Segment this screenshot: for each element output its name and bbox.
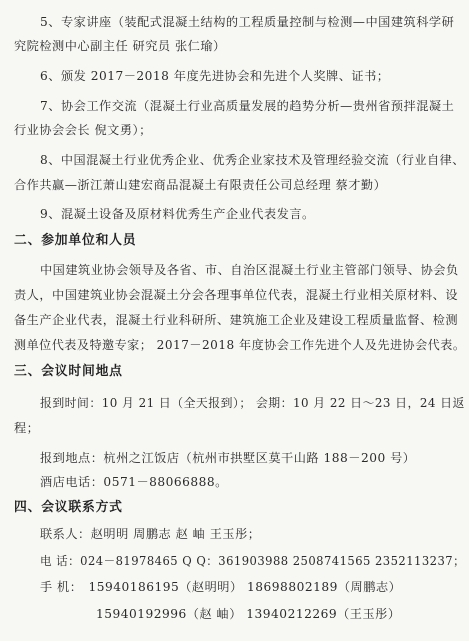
report-place: 报到地点：杭州之江饭店（杭州市拱墅区莫干山路 188－200 号） bbox=[40, 451, 416, 465]
item-5-line-2: 究院检测中心副主任 研究员 张仁瑜） bbox=[14, 39, 226, 53]
item-8-line-2: 合作共赢—浙江萧山建宏商品混凝土有限责任公司总经理 蔡才勤） bbox=[14, 178, 387, 192]
contact-persons: 联系人：赵明明 周鹏志 赵 岫 王玉彤； bbox=[40, 527, 261, 541]
item-8-line-1: 8、中国混凝土行业优秀企业、优秀企业家技术及管理经验交流（行业自律、 bbox=[40, 153, 465, 167]
mobile-row-1 bbox=[40, 579, 401, 595]
phone-label: 电 话： bbox=[40, 554, 81, 568]
report-time-line-1: 报到时间：10 月 21 日（全天报到）； 会期：10 月 22 日～23 日，24 日返 bbox=[40, 396, 465, 410]
item-6: 6、颁发 2017－2018 年度先进协会和先进个人奖牌、证书； bbox=[40, 69, 390, 83]
mobile-row-2: 15940192996（赵 岫） 13940212269（王玉彤） bbox=[96, 607, 401, 621]
section-2-para-line-2: 责人，中国建筑业协会混凝土分会各理事单位代表，混凝土行业相关原材料、设 bbox=[14, 288, 459, 302]
section-2-heading: 二、参加单位和人员 bbox=[14, 233, 137, 248]
item-7-line-1: 7、协会工作交流（混凝土行业高质量发展的趋势分析—贵州省预拌混凝土 bbox=[40, 99, 455, 113]
item-5-line-1: 5、专家讲座（装配式混凝土结构的工程质量控制与检测—中国建筑科学研 bbox=[40, 15, 455, 29]
mobile-label: 手 机： bbox=[40, 580, 83, 594]
section-2-para-line-1: 中国建筑业协会领导及各省、市、自治区混凝土行业主管部门领导、协会负 bbox=[40, 263, 459, 277]
section-3-heading: 三、会议时间地点 bbox=[14, 364, 123, 379]
mobile-numbers-line-1: 15940186195（赵明明） 18698802189（周鹏志） bbox=[88, 580, 402, 594]
section-4-heading: 四、会议联系方式 bbox=[14, 500, 123, 515]
report-time-line-2: 程； bbox=[14, 421, 40, 435]
phone-numbers: 024－81978465 Q Q：361903988 2508741565 2352113237； bbox=[80, 554, 466, 568]
item-7-line-2: 行业协会会长 倪文勇）； bbox=[14, 123, 152, 137]
section-2-para-line-4: 测单位代表及特邀专家； 2017－2018 年度协会工作先进个人及先进协会代表。 bbox=[14, 338, 466, 352]
item-9: 9、混凝土设备及原材料优秀生产企业代表发言。 bbox=[40, 207, 315, 221]
section-2-para-line-3: 备生产企业代表，混凝土行业科研所、建筑施工企业及建设工程质量监督、检测 bbox=[14, 313, 459, 327]
hotel-phone: 酒店电话：0571－88066888。 bbox=[40, 475, 228, 489]
phone-row bbox=[40, 553, 465, 569]
